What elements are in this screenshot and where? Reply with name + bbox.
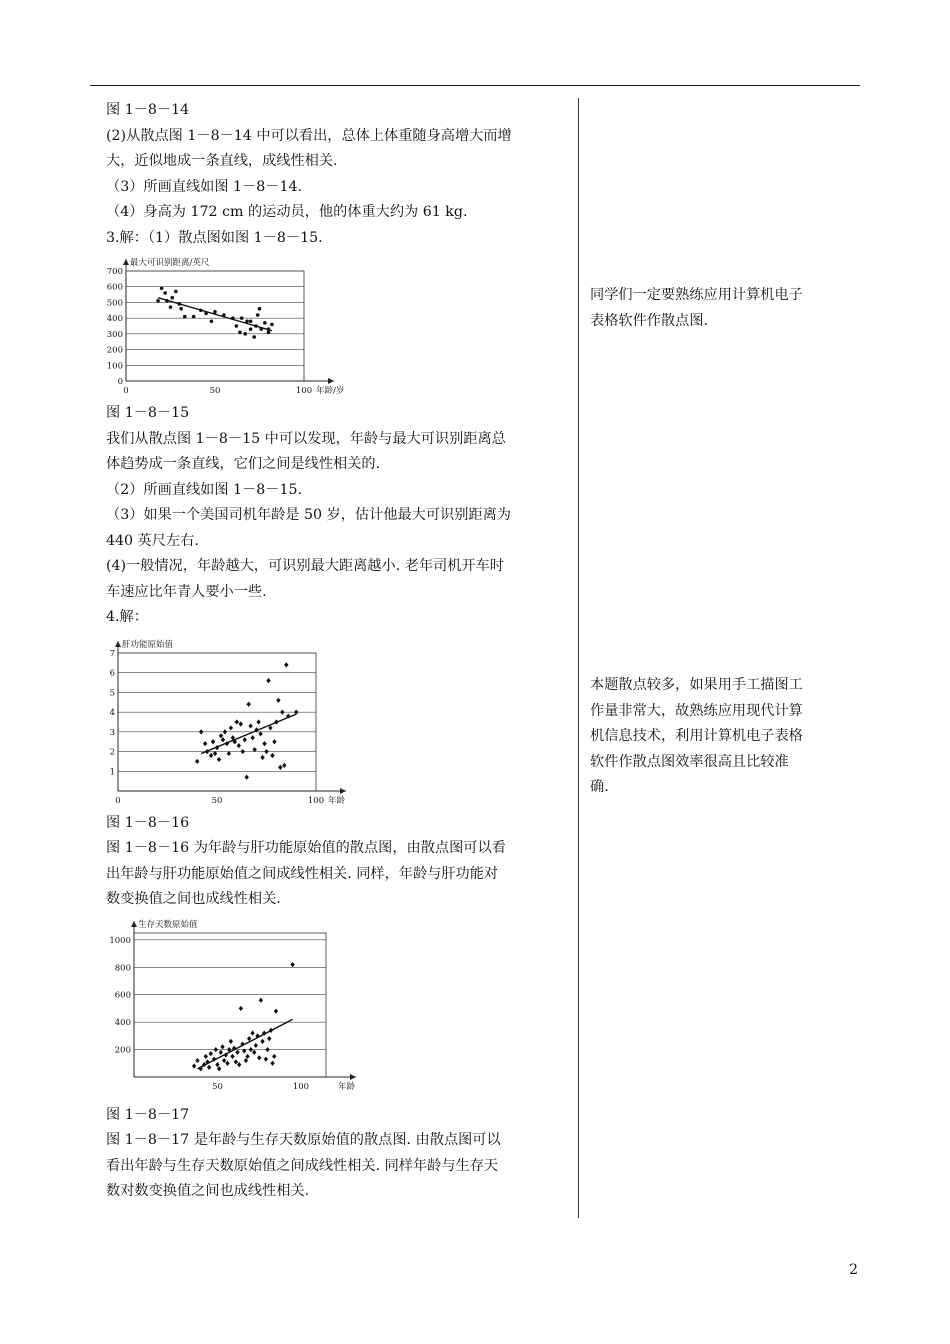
x-tick-label: 100 bbox=[307, 795, 325, 806]
x-axis-arrow bbox=[328, 378, 334, 384]
data-point bbox=[235, 1049, 239, 1054]
side-line: 同学们一定要熟练应用计算机电子 bbox=[590, 287, 803, 303]
data-point bbox=[266, 678, 270, 683]
y-tick-label: 400 bbox=[114, 1017, 131, 1028]
data-point bbox=[219, 1049, 223, 1054]
y-tick-label: 600 bbox=[106, 282, 123, 293]
y-axis-arrow bbox=[115, 641, 121, 647]
plot-frame bbox=[126, 271, 304, 381]
data-point bbox=[219, 733, 223, 738]
data-point bbox=[290, 961, 294, 966]
data-point bbox=[214, 1046, 218, 1051]
x-tick-label: 50 bbox=[212, 1081, 223, 1092]
x-axis-label: 年龄/岁 bbox=[316, 386, 345, 396]
y-tick-label: 6 bbox=[109, 668, 115, 679]
main-line: 图 1－8－17 是年龄与生存天数原始值的散点图. 由散点图可以 bbox=[106, 1132, 501, 1148]
x-axis-arrow bbox=[340, 788, 346, 794]
side-line: 作量非常大，故熟练应用现代计算 bbox=[590, 702, 803, 719]
main-line: 4.解： bbox=[106, 609, 148, 625]
data-point bbox=[234, 1059, 238, 1064]
data-point bbox=[280, 709, 284, 714]
data-point bbox=[241, 748, 245, 753]
data-point bbox=[160, 286, 164, 290]
main-line: 我们从散点图 1－8－15 中可以发现，年龄与最大可识别距离总 bbox=[106, 430, 506, 447]
main-line: （3）如果一个美国司机年龄是 50 岁，估计他最大可识别距离为 bbox=[106, 507, 511, 523]
data-point bbox=[278, 764, 282, 769]
data-point bbox=[222, 1057, 226, 1062]
data-point bbox=[220, 1044, 224, 1049]
data-point bbox=[204, 1053, 208, 1058]
data-point bbox=[225, 1060, 229, 1065]
data-point bbox=[256, 313, 260, 317]
y-tick-label: 500 bbox=[106, 298, 123, 309]
trend-line bbox=[201, 714, 296, 753]
data-point bbox=[163, 291, 167, 295]
main-line: （4）身高为 172 cm 的运动员，他的体重大约为 61 kg. bbox=[106, 204, 468, 220]
y-axis-arrow bbox=[123, 259, 129, 265]
y-tick-label: 2 bbox=[109, 747, 115, 758]
y-tick-label: 4 bbox=[109, 707, 115, 718]
y-tick-label: 0 bbox=[117, 377, 123, 387]
main-line: 图 1－8－14 bbox=[106, 102, 190, 118]
data-point bbox=[264, 1056, 268, 1061]
y-tick-label: 100 bbox=[106, 361, 123, 372]
data-point bbox=[260, 1038, 264, 1043]
main-column bbox=[106, 98, 574, 1205]
data-point bbox=[263, 321, 267, 325]
data-point bbox=[239, 1005, 243, 1010]
y-tick-label: 200 bbox=[106, 345, 123, 356]
data-point bbox=[245, 774, 249, 779]
data-point bbox=[195, 758, 199, 763]
data-point bbox=[272, 1053, 276, 1058]
data-point bbox=[270, 1060, 274, 1065]
x-tick-label: 100 bbox=[292, 1081, 310, 1092]
y-tick-label: 200 bbox=[114, 1045, 131, 1056]
main-line: （3）所画直线如图 1－8－14. bbox=[106, 178, 303, 195]
data-point bbox=[192, 1063, 196, 1068]
data-point bbox=[252, 335, 256, 339]
data-point bbox=[259, 997, 263, 1002]
y-axis-label: 最大可识别距离/英尺 bbox=[130, 258, 210, 268]
y-tick-label: 700 bbox=[106, 267, 123, 277]
data-point bbox=[229, 725, 233, 730]
main-line: 图 1－8－17 bbox=[106, 1106, 190, 1123]
y-tick-label: 1 bbox=[109, 766, 115, 777]
data-point bbox=[235, 324, 239, 328]
main-line: （2）所画直线如图 1－8－15. bbox=[106, 481, 303, 498]
side-line: 软件作散点图效率很高且比较准 bbox=[590, 753, 789, 770]
data-point bbox=[209, 1051, 213, 1056]
data-point bbox=[274, 1008, 278, 1013]
data-point bbox=[237, 1062, 241, 1067]
y-tick-label: 3 bbox=[109, 727, 115, 738]
page-number: 2 bbox=[849, 1262, 858, 1278]
data-point bbox=[229, 1038, 233, 1043]
data-point bbox=[267, 330, 271, 334]
x-tick-label: 50 bbox=[211, 795, 223, 806]
data-point bbox=[183, 315, 187, 319]
side-note-1 bbox=[590, 283, 852, 334]
data-point bbox=[282, 762, 286, 767]
data-point bbox=[249, 1046, 253, 1051]
y-tick-label: 300 bbox=[106, 329, 123, 340]
data-point bbox=[262, 741, 266, 746]
side-line: 表格软件作散点图. bbox=[590, 312, 709, 329]
data-point bbox=[230, 1053, 234, 1058]
data-point bbox=[270, 323, 274, 327]
data-point bbox=[243, 332, 247, 336]
x-tick-label: 0 bbox=[123, 386, 129, 396]
main-line: 图 1－8－16 为年龄与肝功能原始值的散点图，由散点图可以看 bbox=[106, 840, 506, 856]
y-tick-label: 600 bbox=[114, 990, 131, 1001]
plot-frame bbox=[118, 653, 316, 791]
data-point bbox=[276, 697, 280, 702]
data-point bbox=[174, 290, 178, 294]
data-point bbox=[270, 752, 274, 757]
data-point bbox=[267, 1036, 271, 1041]
data-point bbox=[217, 756, 221, 761]
data-point bbox=[240, 316, 244, 320]
data-point bbox=[243, 737, 247, 742]
data-point bbox=[265, 1046, 269, 1051]
data-point bbox=[199, 729, 203, 734]
data-point bbox=[294, 709, 298, 714]
data-point bbox=[235, 719, 239, 724]
y-tick-label: 400 bbox=[106, 314, 123, 325]
data-point bbox=[248, 723, 252, 728]
data-point bbox=[272, 739, 276, 744]
y-axis-arrow bbox=[131, 921, 137, 927]
data-point bbox=[210, 319, 214, 323]
y-tick-label: 800 bbox=[114, 962, 131, 973]
data-point bbox=[169, 305, 173, 309]
scatter-chart-age-liver bbox=[106, 631, 366, 811]
y-axis-label: 生存天数原始值 bbox=[138, 919, 198, 930]
main-line: 车速应比年青人要小一些. bbox=[106, 583, 267, 600]
main-line: (2)从散点图 1－8－14 中可以看出，总体上体重随身高增大而增 bbox=[106, 127, 512, 144]
y-axis-label: 肝功能原始值 bbox=[122, 639, 174, 650]
main-line: 数对数变换值之间也成线性相关. bbox=[106, 1183, 310, 1199]
y-tick-label: 5 bbox=[109, 687, 115, 698]
scatter-chart-age-distance bbox=[106, 251, 366, 401]
x-axis-label: 年龄 bbox=[328, 795, 346, 806]
side-note-2 bbox=[590, 673, 852, 801]
main-line: 3.解：（1）散点图如图 1－8－15. bbox=[106, 229, 323, 246]
x-axis-label: 年龄 bbox=[338, 1081, 356, 1092]
data-point bbox=[284, 662, 288, 667]
data-point bbox=[195, 1057, 199, 1062]
data-point bbox=[209, 752, 213, 757]
data-point bbox=[170, 296, 174, 300]
side-line: 本题散点较多，如果用手工描图工 bbox=[590, 677, 803, 693]
data-point bbox=[238, 330, 242, 334]
x-tick-label: 50 bbox=[209, 386, 221, 396]
data-point bbox=[207, 1064, 211, 1069]
side-line: 确. bbox=[590, 779, 609, 795]
column-divider bbox=[578, 98, 579, 1218]
data-point bbox=[256, 719, 260, 724]
data-point bbox=[257, 1055, 261, 1060]
data-point bbox=[221, 737, 225, 742]
data-point bbox=[246, 701, 250, 706]
data-point bbox=[250, 1030, 254, 1035]
x-axis-arrow bbox=[350, 1074, 356, 1080]
data-point bbox=[249, 319, 253, 323]
main-line: 看出年龄与生存天数原始值之间成线性相关. 同样年龄与生存天 bbox=[106, 1157, 499, 1174]
main-line: 体趋势成一条直线，它们之间是线性相关的. bbox=[106, 456, 381, 472]
data-point bbox=[239, 721, 243, 726]
main-line: 图 1－8－16 bbox=[106, 814, 190, 831]
data-point bbox=[260, 754, 264, 759]
header-rule bbox=[90, 85, 860, 86]
data-point bbox=[254, 1042, 258, 1047]
data-point bbox=[203, 741, 207, 746]
x-tick-label: 100 bbox=[295, 386, 313, 396]
data-point bbox=[223, 729, 227, 734]
data-point bbox=[258, 307, 262, 311]
side-line: 机信息技术，利用计算机电子表格 bbox=[590, 728, 803, 744]
y-tick-label: 7 bbox=[109, 648, 115, 659]
x-tick-label: 0 bbox=[115, 795, 121, 806]
main-line: 出年龄与肝功能原始值之间成线性相关. 同样，年龄与肝功能对 bbox=[106, 865, 499, 882]
data-point bbox=[192, 315, 196, 319]
main-line: 图 1－8－15 bbox=[106, 405, 190, 421]
main-line: 440 英尺左右. bbox=[106, 532, 199, 549]
data-point bbox=[250, 735, 254, 740]
data-point bbox=[249, 327, 253, 331]
main-line: (4)一般情况，年龄越大，可识别最大距离越小. 老年司机开车时 bbox=[106, 558, 504, 574]
data-point bbox=[237, 743, 241, 748]
plot-frame bbox=[134, 933, 326, 1077]
data-point bbox=[242, 1048, 246, 1053]
y-tick-label: 1000 bbox=[109, 935, 131, 946]
data-point bbox=[252, 1049, 256, 1054]
data-point bbox=[213, 310, 217, 314]
main-line: 大，近似地成一条直线，成线性相关. bbox=[106, 153, 338, 169]
data-point bbox=[179, 307, 183, 311]
data-point bbox=[264, 748, 268, 753]
main-line: 数变换值之间也成线性相关. bbox=[106, 891, 281, 907]
data-point bbox=[156, 299, 160, 303]
data-point bbox=[211, 739, 215, 744]
scatter-chart-age-survival bbox=[106, 913, 366, 1103]
